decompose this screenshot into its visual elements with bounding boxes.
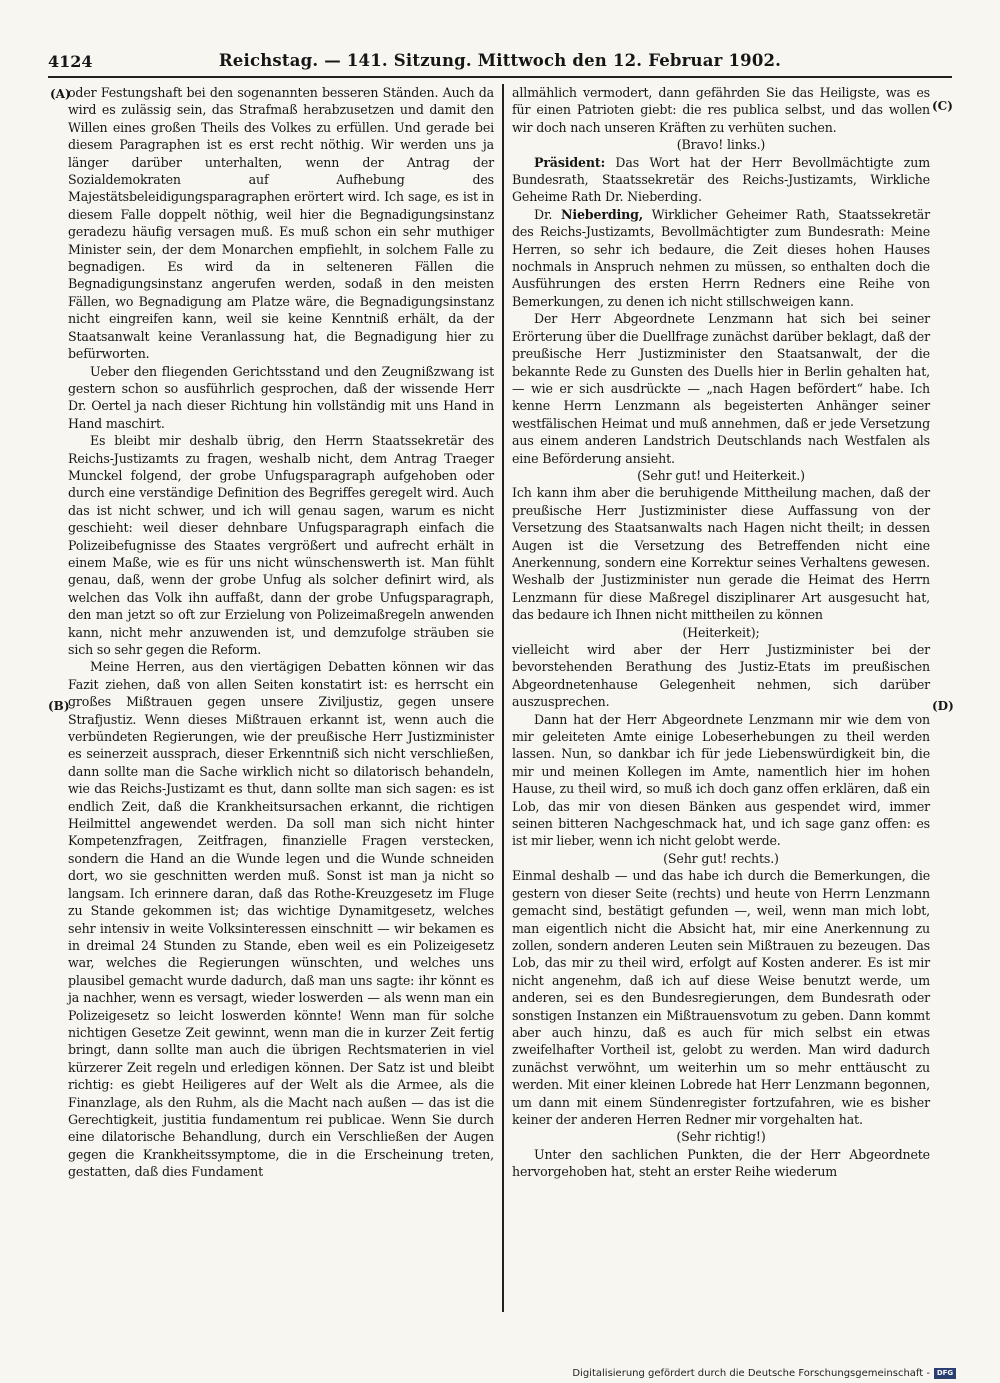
margin-marker-d: (D) [932, 699, 954, 713]
left-column [68, 84, 494, 1181]
interjection: (Sehr gut! rechts.) [663, 850, 779, 866]
paragraph: Es bleibt mir deshalb übrig, den Herrn Staatssekretär des Reichs-Justizamts zu fragen, weshalb nicht, dem Antrag Traeger Munckel folgend, der grobe Unfugsparagraph aufgehoben oder durch eine verständige Definition des Begriffes geregelt wird. Auch das ist nicht schwer, und ich will genau sagen, warum es nicht geschieht: weil dieser dehnbare Unfugsparagraph einfach die Polizeibefugnisse des Staates vergrößert und aufrecht erhält in einem Maße, wie es für uns nicht wünschenswerth ist. Man fühlt genau, daß, wenn der grobe Unfug als solcher definirt wird, als welchen das Volk ihn auffaßt, dann der grobe Unfugsparagraph, den man jetzt so oft zur Erzielung von Polizeimaßregeln anwenden kann, nicht mehr anzuwenden ist, und demzufolge sträuben sie sich so sehr gegen die Reform. [68, 433, 494, 657]
column-divider [502, 84, 504, 1312]
speech-text: Wirklicher Geheimer Rath, Staatssekretär des Reichs-Justizamts, Bevollmächtigter zum Bundesrath: Meine Herren, so sehr ich bedaure, die Zeit dieses hohen Hauses nochmals in Anspruch nehmen zu müssen, so enthalten doch die Ausführungen des ersten Herrn Redners eine Reihe von Bemerkungen, zu denen ich nicht stillschweigen kann. [512, 206, 930, 309]
page-title: Reichstag. — 141. Sitzung. Mittwoch den 12. Februar 1902. [218, 51, 782, 70]
page-header [48, 48, 952, 74]
margin-marker-a: (A) [50, 87, 71, 101]
interjection: (Heiterkeit); [682, 624, 760, 640]
paragraph: Dann hat der Herr Abgeordnete Lenzmann mir wie dem von mir geleiteten Amte einige Lobeserhebungen zu theil werden lassen. Nun, so dankbar ich für jede Liebenswürdigkeit bin, die mir und meinen Kollegen im Amte, namentlich hier im hohen Hause, zu theil wird, so muß ich doch ganz offen erklären, daß ein Lob, das mir von diesen Bänken aus gespendet wird, immer seinen bitteren Nachgeschmack hat, und ich sage ganz offen: es ist mir lieber, wenn ich nicht gelobt werde. [512, 711, 930, 849]
footer-text: Digitalisierung gefördert durch die Deutsche Forschungsgemeinschaft - [572, 1367, 930, 1379]
interjection: (Bravo! links.) [676, 137, 766, 153]
paragraph: Meine Herren, aus den viertägigen Debatten können wir das Fazit ziehen, daß von allen Seiten konstatirt ist: es herrscht ein großes Mißtrauen gegen unsere Ziviljustiz, gegen unsere Strafjustiz. Wenn dieses Mißtrauen erkannt ist, wenn auch die verbündeten Regierungen, wie der preußische Herr Justizminister es seinerzeit aussprach, dieser Erkenntniß sich nicht verschließen, dann sollte man die Sache wirklich nicht so dilatorisch behandeln, wie das Reichs-Justizamt es thut, dann sollte man sich sagen: es ist endlich Zeit, daß die Krankheitsursachen erkannt, die richtigen Heilmittel angewendet werden. Da soll man sich nicht hinter Kompetenzfragen, Zeitfragen, finanzielle Fragen verstecken, sondern die Hand an die Wunde legen und die Wunde schneiden dort, wo sie geschnitten werden muß. Sonst ist man ja nicht so langsam. Ich erinnere daran, daß das Rothe-Kreuzgesetz im Fluge zu Stande gekommen ist; das wichtige Dynamitgesetz, welches sehr intensiv in weite Volksinteressen einschnitt — wir bekamen es in dreimal 24 Stunden zu Stande, eben weil es ein Polizeigesetz war, welches die Regierungen wünschten, und welches uns plausibel gemacht wurde dadurch, daß man uns sagte: ihr könnt es ja nachher, wenn es versagt, wieder loswerden — als wenn man ein Polizeigesetz so leicht loswerden könnte! Wenn man für solche nichtigen Gesetze Zeit gewinnt, wenn man die in kurzer Zeit fertig bringt, dann sollte man auch die übrigen Rechtsmaterien in viel kürzerer Zeit regeln und erledigen können. Der Satz ist und bleibt richtig: es giebt Heiligeres auf der Welt als die Armee, als die Finanzlage, als den Ruhm, als die Macht nach außen — das ist die Gerechtigkeit, justitia fundamentum rei publicae. Wenn Sie durch eine dilatorische Behandlung, durch ein Verschließen der Augen gegen die Krankheitssymptome, die in die Erscheinung treten, gestatten, daß dies Fundament [68, 659, 494, 1180]
speaker-title: Dr. [534, 206, 553, 222]
page-number: 4124 [48, 52, 93, 71]
speaker-name: Nieberding, [560, 206, 644, 222]
paragraph [512, 154, 930, 206]
paragraph: Unter den sachlichen Punkten, die der Herr Abgeordnete hervorgehoben hat, steht an erster Reihe wiederum [512, 1146, 930, 1180]
paragraph: allmählich vermodert, dann gefährden Sie das Heiligste, was es für einen Patrioten giebt: die res publica selbst, und das wollen wir doch nach unseren Kräften zu verhüten suchen. [512, 85, 930, 135]
paragraph: vielleicht wird aber der Herr Justizminister bei der bevorstehenden Berathung des Justiz-Etats im preußischen Abgeordnetenhause Gelegenheit nehmen, sich darüber auszusprechen. [512, 642, 930, 710]
interjection: (Sehr gut! und Heiterkeit.) [637, 467, 805, 483]
speaker-name: Präsident: [534, 154, 606, 170]
speech-text: Das Wort hat der Herr Bevollmächtigte zum Bundesrath, Staatssekretär des Reichs-Justizamts, Wirkliche Geheime Rath Dr. Nieberding. [512, 154, 931, 205]
header-rule [48, 76, 952, 78]
right-column [512, 84, 930, 1181]
paragraph: Ich kann ihm aber die beruhigende Mittheilung machen, daß der preußische Herr Justizminister diese Auffassung von der Versetzung des Staatsanwalts nach Hagen nicht theilt; in dessen Augen ist die Versetzung des Betreffenden nicht eine Anerkennung, sondern eine Korrektur seines Verhaltens gewesen. Weshalb der Justizminister nun gerade die Heimat des Herrn Lenzmann für diese Maßregel disziplinarer Art ausgesucht hat, das bedaure ich Ihnen nicht mittheilen zu können [512, 485, 930, 623]
margin-marker-b: (B) [48, 699, 70, 713]
paragraph [512, 206, 930, 310]
dfg-logo-icon: DFG [934, 1368, 956, 1379]
interjection: (Sehr richtig!) [676, 1129, 766, 1145]
paragraph: Ueber den fliegenden Gerichtsstand und den Zeugnißzwang ist gestern schon so ausführlich gesprochen, daß der wissende Herr Dr. Oertel ja nach dieser Richtung hin vollständig mit uns Hand in Hand maschirt. [68, 363, 494, 431]
margin-marker-c: (C) [932, 99, 953, 113]
paragraph: Einmal deshalb — und das habe ich durch die Bemerkungen, die gestern von dieser Seite (rechts) und heute von Herrn Lenzmann gemacht sind, bestätigt gefunden —, weil, wenn man mich lobt, man eigentlich nicht die Absicht hat, mir eine Anerkennung zu zollen, sondern anderen Leuten sein Mißtrauen zu bezeugen. Das Lob, das mir zu theil wird, erfolgt auf Kosten anderer. Es ist mir nicht angenehm, daß ich auf diese Weise benutzt werde, um anderen, sei es den Bundesregierungen, dem Bundesrath oder sonstigen Instanzen ein Mißtrauensvotum zu geben. Dann kommt aber auch hinzu, daß es auch für mich selbst ein etwas zweifelhafter Vortheil ist, gelobt zu werden. Man wird dadurch zunächst verwöhnt, um weiterhin um so mehr enttäuscht zu werden. Mit einer kleinen Lobrede hat Herr Lenzmann begonnen, um dann mit einem Sündenregister fortzufahren, wie es bisher keiner der anderen Herren Redner mir vorgehalten hat. [512, 868, 930, 1127]
paragraph: Der Herr Abgeordnete Lenzmann hat sich bei seiner Erörterung über die Duellfrage zunächst darüber beklagt, daß der preußische Herr Justizminister den Staatsanwalt, der die bekannte Rede zu Gunsten des Duells hier in Berlin gehalten hat, — wie er sich ausdrückte — „nach Hagen befördert“ habe. Ich kenne Herrn Lenzmann als begeisterten Anhänger seiner westfälischen Heimat und muß annehmen, daß er jede Versetzung aus einem anderen Landstrich Deutschlands nach Westfalen als eine Beförderung ansieht. [512, 311, 930, 466]
paragraph: oder Festungshaft bei den sogenannten besseren Ständen. Auch da wird es zulässig sein, das Strafmaß herabzusetzen und damit den Willen eines großen Theils des Volkes zu erfüllen. Und gerade bei diesem Paragraphen ist es erst recht nöthig. Wir werden uns ja länger darüber unterhalten, wenn der Antrag der Sozialdemokraten auf Aufhebung des Majestätsbeleidigungsparagraphen erörtert wird. Ich sage, es ist in diesem Falle doppelt nöthig, weil hier die Begnadigungsinstanz geradezu häufig versagen muß. Es muß schon ein sehr muthiger Minister sein, der dem Monarchen empfiehlt, in solchem Falle zu begnadigen. Es wird da in selteneren Fällen die Begnadigungsinstanz angerufen werden, sodaß in den meisten Fällen, wo Begnadigung am Platze wäre, die Begnadigungsinstanz nicht eingreifen kann, weil sie keine Kenntniß erhält, da der Staatsanwalt keine Veranlassung hat, die Begnadigung hier zu befürworten. [68, 85, 494, 362]
digitization-footer [572, 1366, 956, 1380]
